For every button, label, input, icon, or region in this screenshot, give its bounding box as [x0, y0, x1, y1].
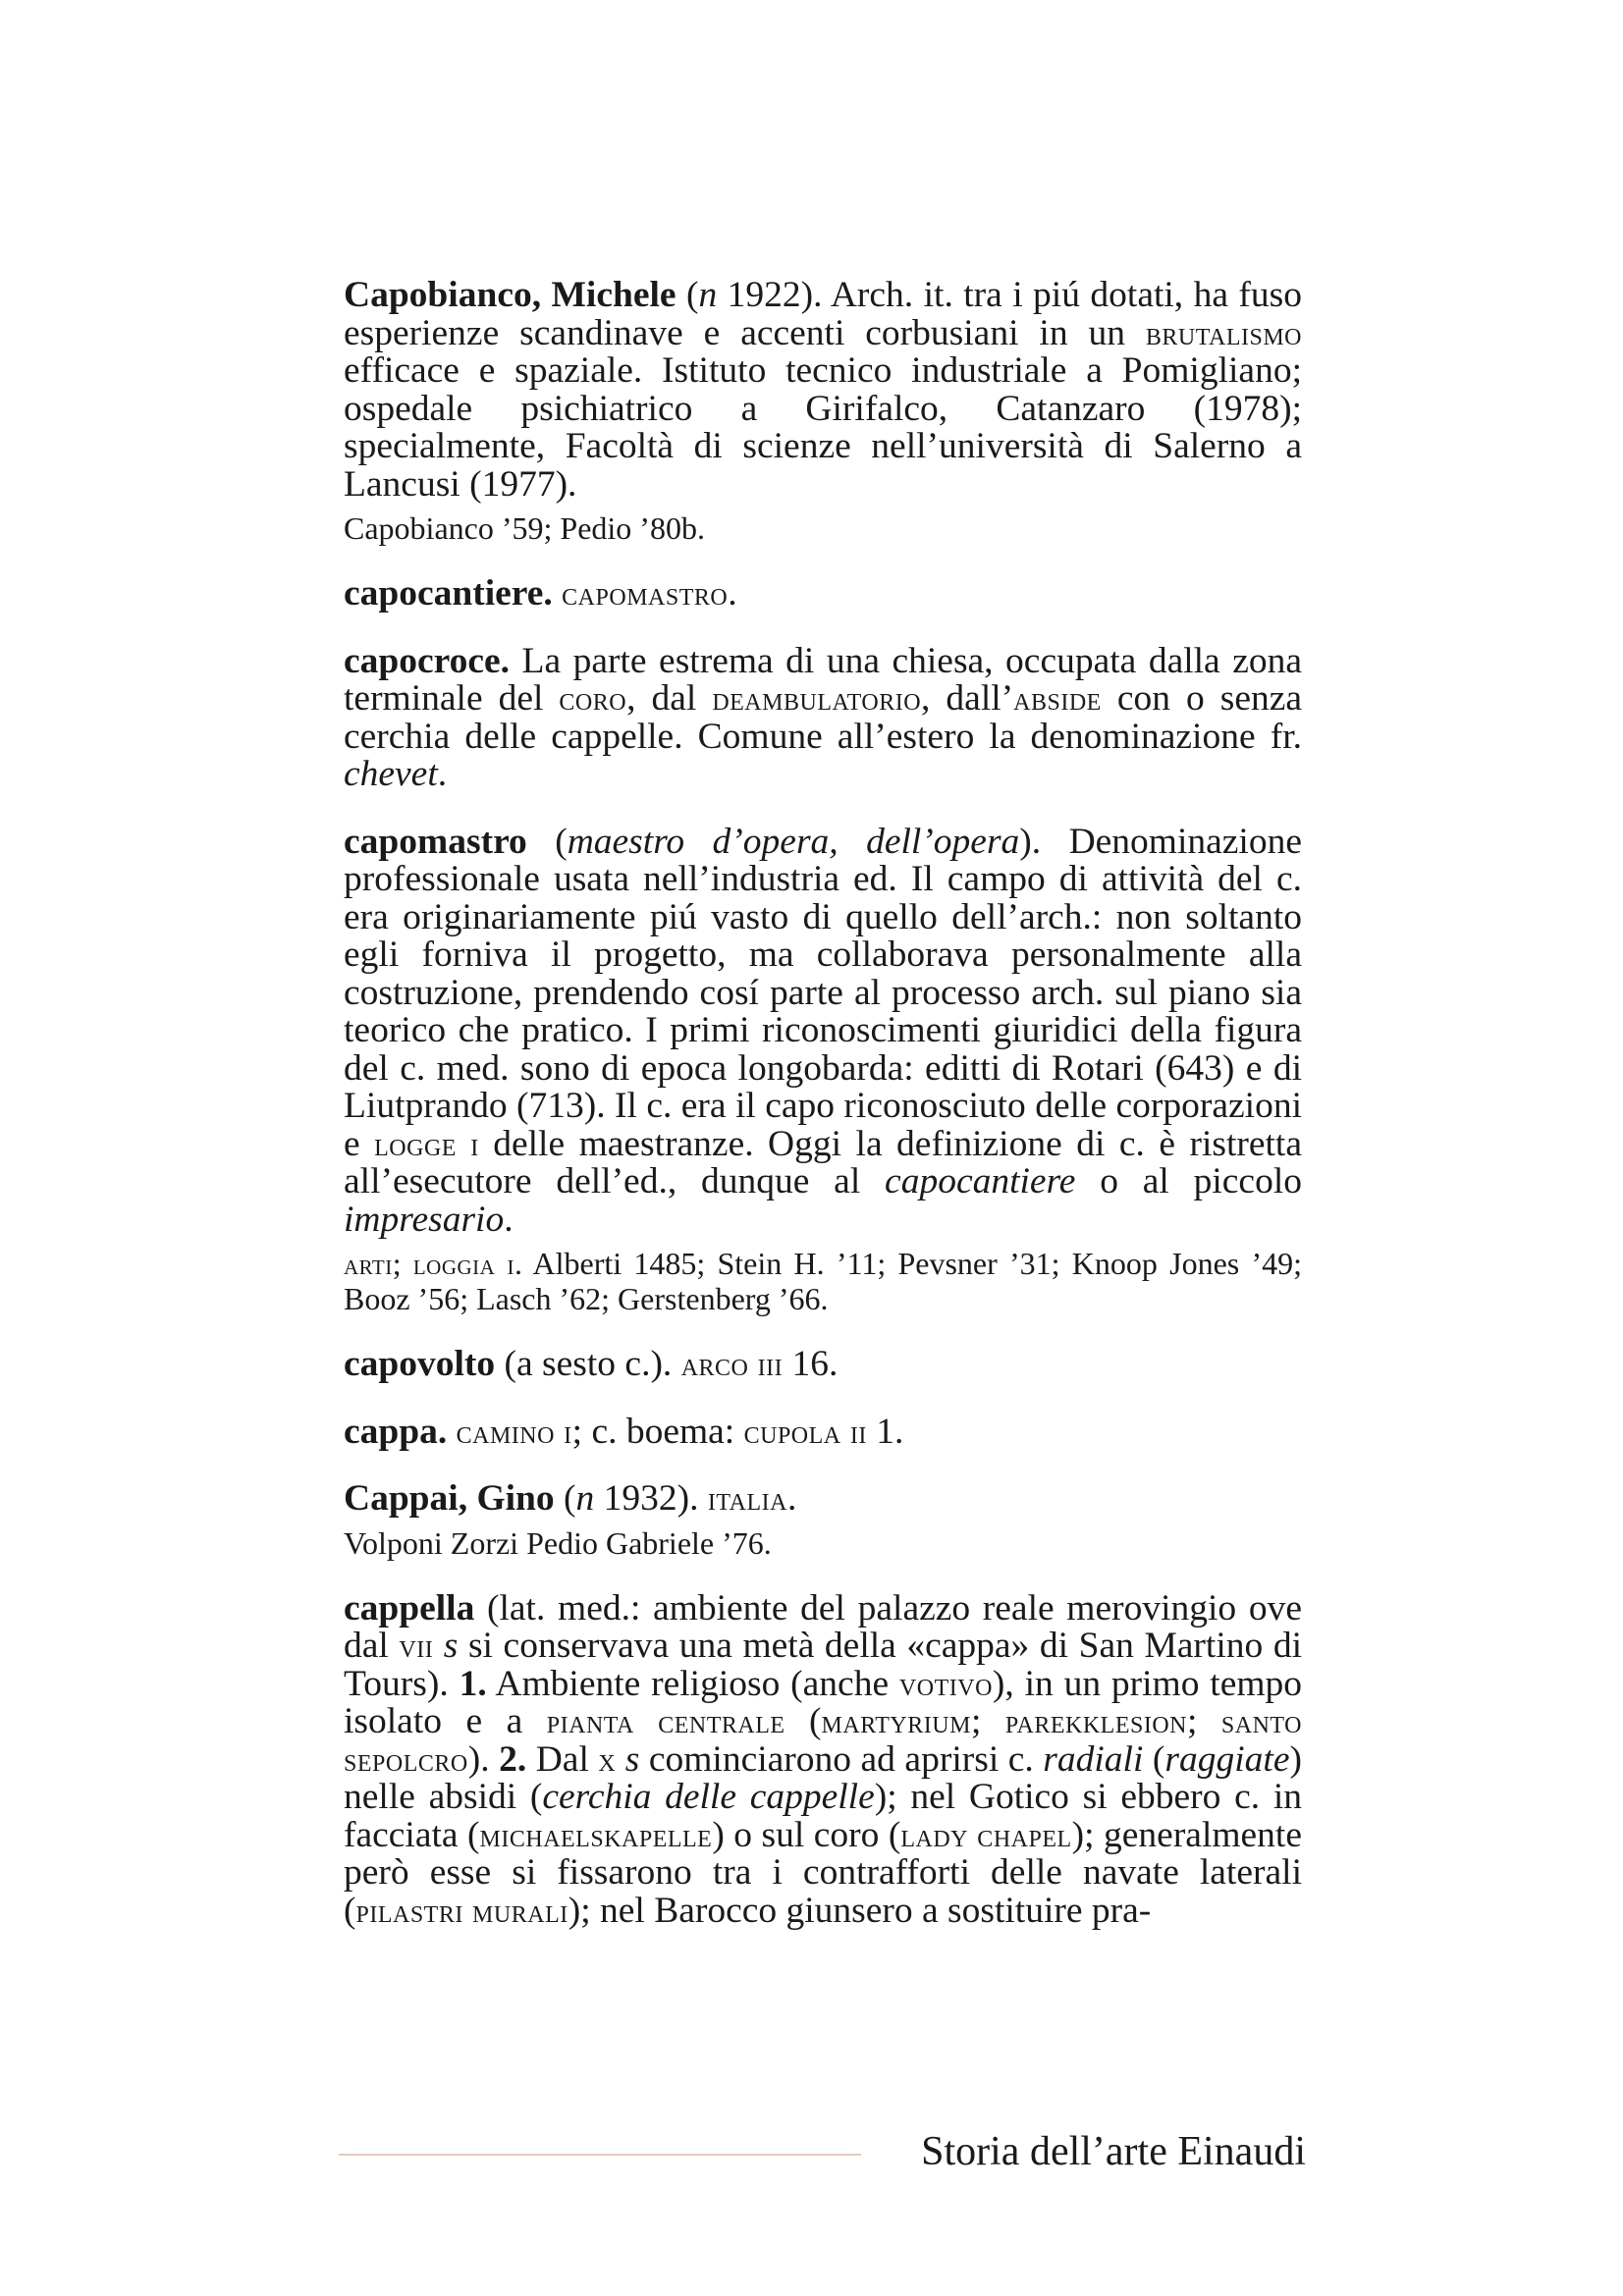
- italic-text: cerchia delle cappelle: [542, 1777, 875, 1817]
- entry-text: [553, 573, 562, 614]
- entry-text: efficace e spaziale. Istituto tecnico industriale a Pomigliano; ospedale psichiatrico a Girifalco, Catanzaro (1978); specialmente, Facoltà di scienze nell’università di Salerno a Lancusi (1977).: [344, 350, 1302, 505]
- cross-reference: pianta centrale: [546, 1702, 785, 1740]
- italic-text: n: [698, 275, 718, 315]
- cross-reference: italia: [707, 1479, 787, 1518]
- entry-text: . Alberti 1485; Stein H. ’11; Pevsner ’31; Knoop Jones ’49; Booz ’56; Lasch ’62; Gerstenberg ’66.: [344, 1246, 1302, 1316]
- cross-reference: arti: [344, 1249, 393, 1281]
- entry-capomastro: [344, 821, 1302, 1240]
- cross-reference: abside: [1013, 679, 1102, 718]
- entry-text: ;: [970, 1701, 1005, 1741]
- page-footer: [339, 2127, 1306, 2184]
- entry-text: (: [784, 1701, 822, 1741]
- cross-reference: arco iii: [680, 1345, 784, 1383]
- entry-cappai: [344, 1480, 1302, 1519]
- bold-text: cappa.: [344, 1411, 448, 1452]
- cross-reference: deambulatorio: [712, 679, 922, 718]
- entry-text: [616, 1739, 625, 1780]
- entry-capobianco: [344, 277, 1302, 504]
- italic-text: chevet: [344, 754, 438, 794]
- italic-text: s: [443, 1626, 459, 1666]
- entry-text: , dall’: [921, 678, 1014, 719]
- entry-capobianco-references: [344, 511, 1302, 546]
- entry-text: Capobianco ’59; Pedio ’80b.: [344, 510, 705, 546]
- entry-text: o al piccolo: [1075, 1161, 1302, 1201]
- cross-reference: loggia i: [412, 1249, 515, 1281]
- cross-reference: coro: [559, 679, 627, 718]
- entry-cappai-references: [344, 1526, 1302, 1561]
- cross-reference: capomastro: [562, 574, 729, 613]
- entry-text: 1.: [866, 1411, 904, 1452]
- cross-reference: vii: [399, 1627, 434, 1665]
- entry-capocantiere: [344, 575, 1302, 614]
- entry-text: [433, 1626, 444, 1666]
- cross-reference: martyrium: [821, 1702, 971, 1740]
- italic-text: capocantiere: [885, 1161, 1076, 1201]
- bold-text: cappella: [344, 1587, 475, 1629]
- cross-reference: lady chapel: [900, 1815, 1072, 1854]
- entry-text: (a sesto c.).: [495, 1344, 681, 1384]
- entry-capovolto: [344, 1346, 1302, 1384]
- entry-text: (lat. med.: ambiente del palazzo reale merovingio ove dal: [344, 1587, 1302, 1666]
- footer-publisher-title: Storia dell’arte Einaudi: [921, 2129, 1306, 2174]
- cross-reference: santo sepolcro: [344, 1702, 1302, 1779]
- cross-reference: michaelskapelle: [479, 1815, 713, 1854]
- entry-text: ) nelle absidi (: [344, 1738, 1302, 1817]
- entry-text: ;: [392, 1246, 413, 1281]
- entry-text: cominciarono ad aprirsi c.: [639, 1738, 1044, 1780]
- entry-text: .: [437, 754, 448, 794]
- bold-text: capovolto: [344, 1344, 496, 1384]
- dictionary-page: [344, 277, 1302, 1930]
- entry-text: 1932).: [594, 1478, 708, 1519]
- bold-text: Cappai, Gino: [344, 1478, 555, 1519]
- bold-text: Capobianco, Michele: [344, 275, 676, 315]
- entry-text: (: [554, 1478, 576, 1519]
- italic-text: radiali: [1043, 1738, 1144, 1780]
- entry-text: Dal: [526, 1738, 599, 1780]
- entry-text: si conservava una metà della «cappa» di San Martino di Tours).: [344, 1626, 1302, 1704]
- entry-text: (: [676, 275, 699, 315]
- italic-text: impresario: [344, 1199, 505, 1240]
- entry-text: ); nel Barocco giunsero a sostituire pra-: [568, 1890, 1152, 1931]
- bold-text: 2.: [499, 1738, 527, 1780]
- entry-text: .: [728, 573, 737, 614]
- entry-text: (: [526, 821, 568, 862]
- entry-cappella: [344, 1587, 1303, 1931]
- cross-reference: cupola ii: [743, 1412, 867, 1451]
- entry-cappa: [344, 1411, 1302, 1452]
- entry-text: ), in un primo tempo isolato e a: [344, 1663, 1303, 1741]
- cross-reference: parekklesion: [1004, 1702, 1187, 1740]
- italic-text: s: [624, 1738, 640, 1780]
- cross-reference: votivo: [898, 1664, 993, 1703]
- entry-text: ; c. boema:: [571, 1411, 744, 1452]
- entry-text: (: [1143, 1738, 1165, 1780]
- cross-reference: logge i: [374, 1124, 479, 1163]
- italic-text: n: [575, 1478, 595, 1519]
- entry-capomastro-references: [344, 1247, 1302, 1316]
- footer-rule: [339, 2154, 861, 2156]
- entry-text: 1922). Arch. it. tra i piú dotati, ha fuso esperienze scandinave e accenti corbusiani in un: [344, 275, 1302, 353]
- cross-reference: brutalismo: [1145, 313, 1302, 352]
- entry-text: ). Denominazione professionale usata nell’industria ed. Il campo di attività del c. era originariamente piú vasto di quello dell’arch.: non soltanto egli forniva il progetto, ma collaborava personalmente alla costruzione, prendendo cosí parte al processo arch. sul piano sia teorico che pratico. I primi riconoscimenti giuridici della figura del c. med. sono di epoca longobarda: editti di Rotari (643) e di Liutprando (713). Il c. era il capo riconosciuto delle corporazioni e: [344, 821, 1302, 1164]
- entry-text: ) o sul coro (: [712, 1814, 901, 1855]
- italic-text: maestro d’opera, dell’opera: [567, 821, 1020, 862]
- entry-text: , dal: [626, 678, 713, 719]
- bold-text: 1.: [459, 1663, 487, 1704]
- cross-reference: x: [598, 1739, 617, 1779]
- entry-text: Ambiente religioso (anche: [486, 1663, 899, 1704]
- entry-capocroce: [344, 640, 1302, 794]
- entry-text: Volponi Zorzi Pedio Gabriele ’76.: [344, 1524, 772, 1561]
- entry-text: delle maestranze. Oggi la definizione di c. è ristretta all’esecutore dell’ed., dunque al: [344, 1123, 1302, 1201]
- bold-text: capocantiere.: [344, 573, 553, 614]
- entry-text: [447, 1412, 456, 1452]
- cross-reference: pilastri murali: [355, 1891, 568, 1930]
- entry-text: con o senza cerchia delle cappelle. Comune all’estero la denominazione fr.: [344, 678, 1302, 757]
- bold-text: capocroce.: [344, 640, 511, 681]
- entry-text: ).: [467, 1738, 500, 1780]
- entry-text: .: [786, 1478, 797, 1519]
- italic-text: raggiate: [1164, 1738, 1290, 1780]
- entry-text: ); nel Gotico si ebbero c. in facciata (: [344, 1777, 1302, 1855]
- bold-text: capomastro: [344, 821, 527, 862]
- entry-text: 16.: [783, 1344, 839, 1384]
- entry-text: ;: [1187, 1701, 1221, 1741]
- entry-text: La parte estrema di una chiesa, occupata dalla zona terminale del: [344, 640, 1302, 719]
- cross-reference: camino i: [456, 1412, 572, 1451]
- entry-text: .: [504, 1199, 514, 1240]
- entry-text: ); generalmente però esse si fissarono tra i contrafforti delle navate laterali (: [344, 1814, 1302, 1931]
